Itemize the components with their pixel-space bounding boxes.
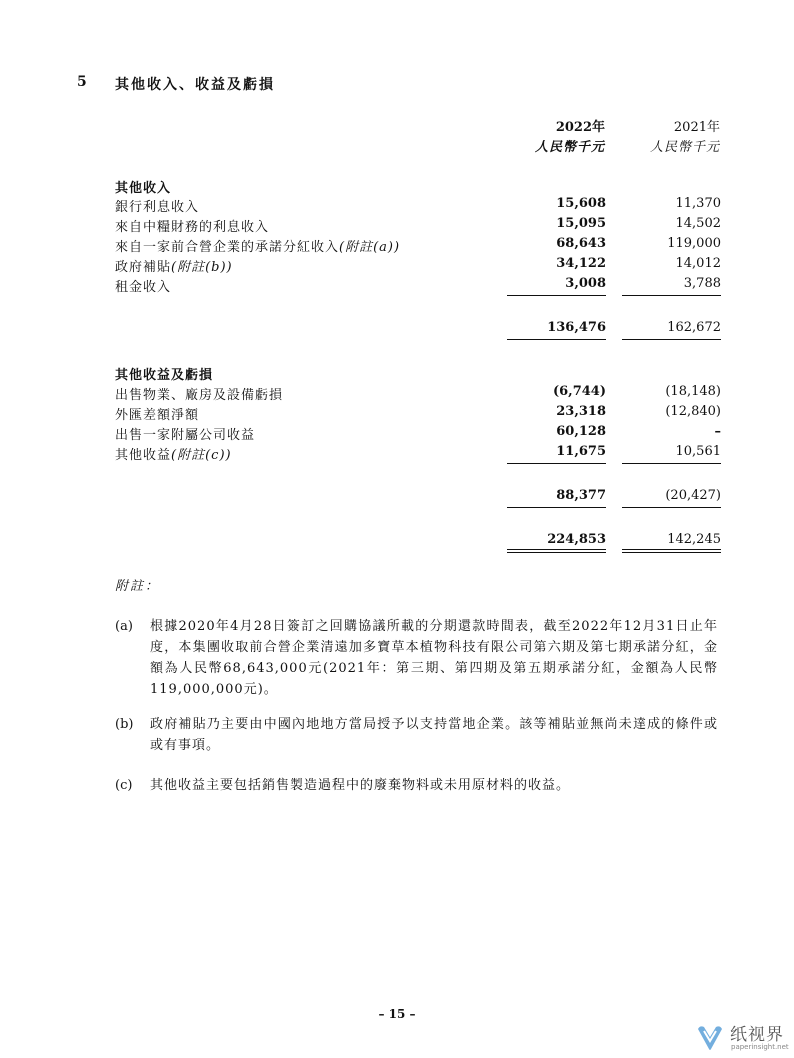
table-row — [115, 424, 725, 444]
row-label: 出售物業、廠房及設備虧損 — [115, 388, 284, 403]
col-2022-year: 2022年 — [555, 120, 605, 135]
value-2022: (6,744) — [552, 384, 606, 399]
col-2021-unit: 人民幣千元 — [649, 140, 720, 155]
total-2022: 224,853 — [547, 532, 606, 547]
value-2022: 60,128 — [556, 424, 606, 439]
watermark[interactable] — [694, 1019, 790, 1055]
note-marker: (c) — [115, 778, 133, 793]
table-row — [115, 384, 725, 404]
col-2022-unit: 人民幣千元 — [534, 140, 605, 155]
note-text: 政府補貼乃主要由中國內地地方當局授予以支持當地企業。該等補貼並無尚未達成的條件或或有事項。 — [150, 717, 718, 753]
row-label: 外匯差額淨額 — [115, 408, 200, 423]
value-2022: 15,608 — [556, 196, 606, 211]
other-gains-heading: 其他收益及虧損 — [115, 368, 214, 383]
value-2021: 10,561 — [675, 444, 721, 459]
note-text: 根據2020年4月28日簽訂之回購協議所載的分期還款時間表，截至2022年12月31日止年度，本集團收取前合營企業清遠加多寶草本植物科技有限公司第六期及第七期承諾分紅，金額為人民幣68,643,000元(2021年：第三期、第四期及第五期承諾分紅，金額為人民幣119,000,000元)。 — [150, 619, 718, 697]
table-row — [115, 444, 725, 464]
value-2021: 3,788 — [683, 276, 721, 291]
note-marker: (b) — [115, 717, 134, 732]
table-row — [115, 216, 725, 236]
value-2021: – — [714, 424, 721, 439]
table-row — [115, 256, 725, 276]
value-2021: 119,000 — [667, 236, 721, 251]
value-2021: 14,502 — [675, 216, 721, 231]
row-label: 銀行利息收入 — [115, 200, 200, 215]
row-label: 租金收入 — [115, 280, 172, 295]
rule-2022 — [507, 339, 606, 340]
watermark-url: paperinsight.net — [731, 1043, 789, 1051]
value-2022: 23,318 — [556, 404, 606, 419]
rule-2022 — [507, 507, 606, 508]
watermark-name: 纸视界 — [730, 1025, 784, 1045]
section-number: 5 — [77, 74, 87, 90]
value-2021: (12,840) — [665, 404, 721, 419]
value-2022: 15,095 — [556, 216, 606, 231]
subtotal-2021: 162,672 — [667, 320, 721, 335]
value-2022: 68,643 — [556, 236, 606, 251]
table-row — [115, 276, 725, 296]
page-number: – 15 – — [378, 1007, 416, 1021]
value-2022: 34,122 — [556, 256, 606, 271]
rule-2021 — [622, 295, 721, 296]
double-rule-2022 — [507, 549, 606, 553]
rule-2021 — [622, 339, 721, 340]
subtotal-2022: 136,476 — [547, 320, 606, 335]
rule-2021 — [622, 507, 721, 508]
value-2021: (18,148) — [665, 384, 721, 399]
subtotal-row — [115, 320, 725, 340]
row-label: 來自一家前合營企業的承諾分紅收入(附註(a)) — [115, 240, 401, 255]
paperinsight-logo-icon — [694, 1021, 726, 1053]
note-marker: (a) — [115, 619, 133, 634]
rule-2021 — [622, 463, 721, 464]
table-row — [115, 404, 725, 424]
value-2021: 14,012 — [675, 256, 721, 271]
other-income-heading: 其他收入 — [115, 181, 172, 196]
section-title: 其他收入、收益及虧損 — [115, 77, 275, 93]
value-2021: 11,370 — [675, 196, 721, 211]
col-2021-year: 2021年 — [673, 120, 720, 135]
note-text: 其他收益主要包括銷售製造過程中的廢棄物料或未用原材料的收益。 — [150, 778, 571, 793]
row-label: 政府補貼(附註(b)) — [115, 260, 233, 275]
table-row — [115, 196, 725, 216]
total-2021: 142,245 — [667, 532, 721, 547]
row-label: 其他收益(附註(c)) — [115, 448, 232, 463]
subtotal-2021: (20,427) — [665, 488, 721, 503]
subtotal-2022: 88,377 — [556, 488, 606, 503]
value-2022: 11,675 — [556, 444, 606, 459]
rule-2022 — [507, 463, 606, 464]
value-2022: 3,008 — [565, 276, 606, 291]
double-rule-2021 — [622, 549, 721, 553]
rule-2022 — [507, 295, 606, 296]
row-label: 來自中糧財務的利息收入 — [115, 220, 270, 235]
row-label: 出售一家附屬公司收益 — [115, 428, 256, 443]
notes-label: 附註： — [115, 579, 161, 594]
subtotal-row — [115, 488, 725, 508]
table-row — [115, 236, 725, 256]
